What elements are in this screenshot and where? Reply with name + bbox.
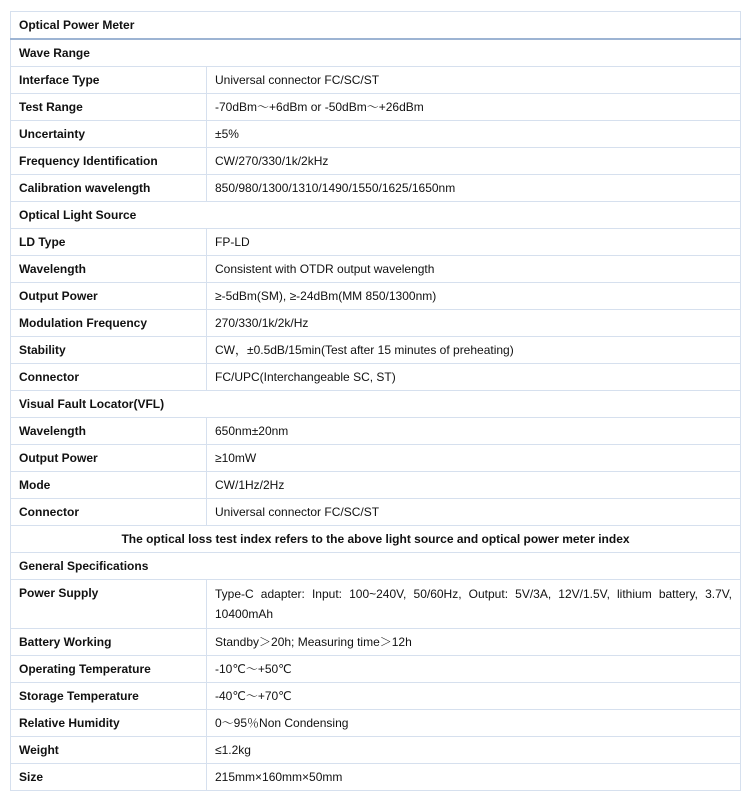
spec-value: CW/270/330/1k/2kHz (207, 148, 741, 175)
spec-label: Test Range (11, 94, 207, 121)
spec-label: Connector (11, 499, 207, 526)
section-header-row (11, 39, 741, 67)
spec-label: Connector (11, 364, 207, 391)
spec-table (10, 11, 741, 791)
spec-value: Standby＞20h; Measuring time＞12h (207, 629, 741, 656)
table-row (11, 683, 741, 710)
section-heading-light-source: Optical Light Source (11, 202, 741, 229)
table-row (11, 94, 741, 121)
spec-label: Modulation Frequency (11, 310, 207, 337)
section-header-row (11, 391, 741, 418)
spec-value: -70dBm～+6dBm or -50dBm～+26dBm (207, 94, 741, 121)
spec-label: Size (11, 764, 207, 791)
spec-value: 270/330/1k/2k/Hz (207, 310, 741, 337)
spec-value: -40℃～+70℃ (207, 683, 741, 710)
table-row (11, 472, 741, 499)
spec-value: ≥10mW (207, 445, 741, 472)
spec-label: Wavelength (11, 418, 207, 445)
spec-value: 215mm×160mm×50mm (207, 764, 741, 791)
table-row (11, 175, 741, 202)
spec-value: Consistent with OTDR output wavelength (207, 256, 741, 283)
table-title: Optical Power Meter (11, 12, 741, 40)
table-title-row (11, 12, 741, 40)
table-row (11, 445, 741, 472)
spec-label: Battery Working (11, 629, 207, 656)
spec-value: ≤1.2kg (207, 737, 741, 764)
spec-value: 850/980/1300/1310/1490/1550/1625/1650nm (207, 175, 741, 202)
spec-value: ≥-5dBm(SM), ≥-24dBm(MM 850/1300nm) (207, 283, 741, 310)
spec-value: Type-C adapter: Input: 100~240V, 50/60Hz, Output: 5V/3A, 12V/1.5V, lithium battery, 3.7V, 10400mAh (207, 580, 741, 629)
spec-label: Operating Temperature (11, 656, 207, 683)
table-row (11, 121, 741, 148)
spec-label: Frequency Identification (11, 148, 207, 175)
spec-label: Uncertainty (11, 121, 207, 148)
table-row (11, 656, 741, 683)
note-row (11, 526, 741, 553)
spec-value: CW，±0.5dB/15min(Test after 15 minutes of preheating) (207, 337, 741, 364)
table-row (11, 67, 741, 94)
section-heading-general: General Specifications (11, 553, 741, 580)
spec-value: 0～95％Non Condensing (207, 710, 741, 737)
spec-value: -10℃～+50℃ (207, 656, 741, 683)
spec-value: Universal connector FC/SC/ST (207, 67, 741, 94)
section-heading-wave-range: Wave Range (11, 39, 741, 67)
table-row (11, 229, 741, 256)
spec-value: CW/1Hz/2Hz (207, 472, 741, 499)
table-row (11, 310, 741, 337)
table-row (11, 337, 741, 364)
spec-label: Output Power (11, 445, 207, 472)
spec-label: Wavelength (11, 256, 207, 283)
optical-loss-note: The optical loss test index refers to the above light source and optical power meter index (11, 526, 741, 553)
spec-label: Relative Humidity (11, 710, 207, 737)
table-row (11, 418, 741, 445)
section-header-row (11, 202, 741, 229)
table-row (11, 629, 741, 656)
spec-label: Interface Type (11, 67, 207, 94)
spec-label: Power Supply (11, 580, 207, 629)
spec-label: LD Type (11, 229, 207, 256)
spec-label: Mode (11, 472, 207, 499)
spec-value: Universal connector FC/SC/ST (207, 499, 741, 526)
table-row (11, 710, 741, 737)
table-row (11, 364, 741, 391)
table-row (11, 580, 741, 629)
spec-label: Output Power (11, 283, 207, 310)
table-row (11, 148, 741, 175)
table-row (11, 499, 741, 526)
table-row (11, 283, 741, 310)
spec-label: Calibration wavelength (11, 175, 207, 202)
spec-label: Stability (11, 337, 207, 364)
spec-value: FP-LD (207, 229, 741, 256)
table-row (11, 256, 741, 283)
spec-label: Weight (11, 737, 207, 764)
spec-value: FC/UPC(Interchangeable SC, ST) (207, 364, 741, 391)
spec-value: 650nm±20nm (207, 418, 741, 445)
spec-value: ±5% (207, 121, 741, 148)
table-row (11, 737, 741, 764)
spec-label: Storage Temperature (11, 683, 207, 710)
table-row (11, 764, 741, 791)
section-header-row (11, 553, 741, 580)
section-heading-vfl: Visual Fault Locator(VFL) (11, 391, 741, 418)
